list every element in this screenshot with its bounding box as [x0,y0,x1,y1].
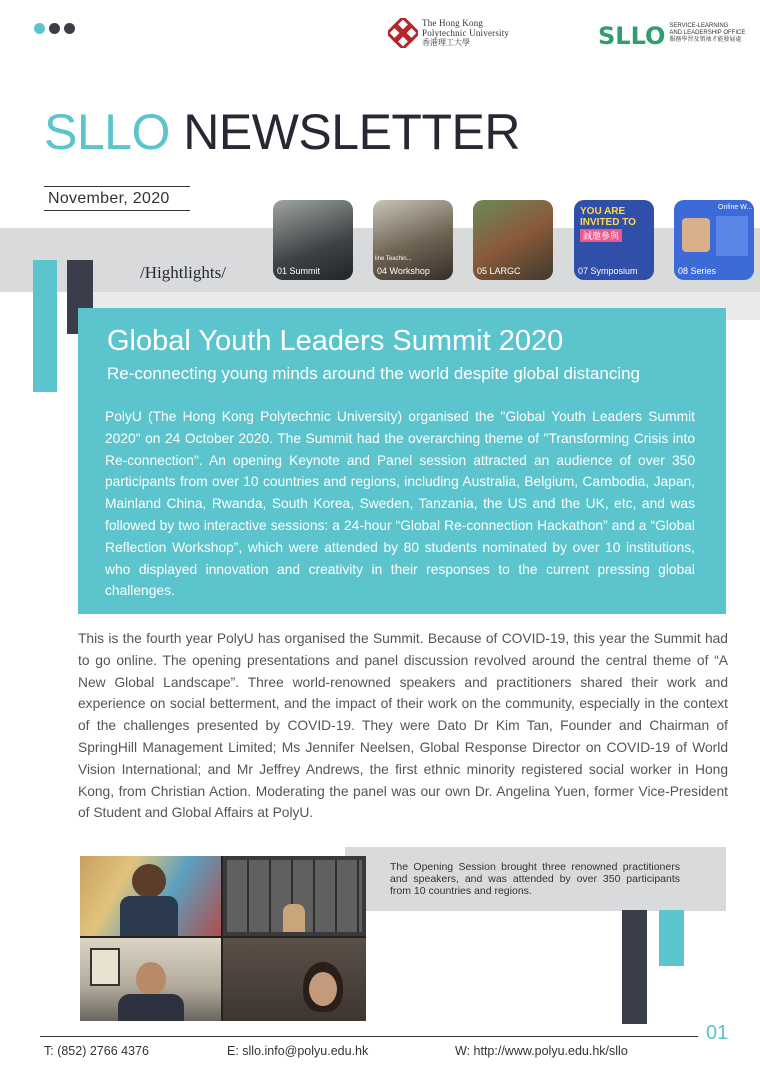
teal-accent-bar [659,910,684,966]
footer-website[interactable]: W: http://www.polyu.edu.hk/sllo [455,1044,628,1058]
sllo-logo-text: SLLO [598,22,666,50]
feature-subtitle: Re-connecting young minds around the world despite global distancing [107,364,641,383]
thumb-overlay-text: YOU ARE INVITED TO [580,206,636,228]
page-number: 01 [706,1022,729,1044]
decorative-dots [34,23,75,34]
thumb-overlay-text: line Teachin... [375,256,412,262]
speaker-head [136,962,166,996]
polyu-logo [388,18,509,48]
photo-caption: The Opening Session brought three renowned practitioners and speakers, and was attended by over 350 participants from 10 countries and regions. [390,861,680,897]
speaker-body [120,896,178,936]
office-name-zh: 服務學習及領袖才能發展處 [669,36,742,43]
title-sllo: SLLO [44,104,170,160]
university-name-line2: Polytechnic University [422,28,510,38]
thumb-overlay-text: Online W... [718,204,753,211]
highlights-label: /Hightlights/ [140,263,226,282]
teal-accent-bar [33,260,57,392]
footer-phone: T: (852) 2766 4376 [44,1044,149,1058]
highlight-thumb-workshop[interactable] [373,200,453,280]
university-name-zh: 香港理工大學 [422,38,470,47]
thumb-label: 05 LARGC [477,266,521,276]
dark-dot [49,23,60,34]
sllo-logo-mark [598,18,665,48]
university-name-line1: The Hong Kong [422,18,484,28]
highlight-thumb-symposium[interactable] [574,200,654,280]
teal-dot [34,23,45,34]
thumb-label: 04 Workshop [377,266,430,276]
title-newsletter: NEWSLETTER [183,104,520,160]
footer-divider [40,1036,698,1037]
thumb-overlay-zh: 誠邀參與 [580,229,622,242]
highlight-thumb-summit[interactable] [273,200,353,280]
wall-frame [90,948,120,986]
thumb-label: 01 Summit [277,266,321,276]
polyu-emblem-icon [388,18,418,48]
video-tile [223,856,366,936]
footer-email[interactable]: E: sllo.info@polyu.edu.hk [227,1044,369,1058]
dark-dot [64,23,75,34]
feature-title: Global Youth Leaders Summit 2020 [107,325,564,357]
speaker-head [132,864,166,898]
dark-accent-bar [622,910,647,1024]
speaker-head [309,972,337,1006]
highlight-thumb-series[interactable] [674,200,754,280]
thumb-screen [716,216,748,256]
zoom-session-photo [80,856,366,1021]
office-name-line1: SERVICE-LEARNING [669,22,729,29]
video-tile [223,938,366,1021]
speaker-body [118,994,184,1021]
feature-body: PolyU (The Hong Kong Polytechnic University) organised the "Global Youth Leaders Summit 2020" on 24 October 2020. The Summit had the overarching theme of "Transforming Crisis into Re-connection". An opening Keynote and Panel session attracted an audience of over 350 participants from over 10 countries and regions, including Australia, Belgium, Cambodia, Japan, Mainland China, Rwanda, South Korea, Sweden, Tanzania, the US and the UK, etc, and was followed by two interactive sessions: a 24-hour “Global Re-connection Hackathon” and a “Global Reflection Workshop”, which were attended by 80 students nominated by over 10 institutions, who displayed innovation and creativity in their responses to the current pressing global challenges. [105,409,695,599]
video-tile [80,856,221,936]
issue-date: November, 2020 [48,190,170,207]
gallery-speaker [283,904,305,932]
thumb-person [682,218,710,252]
video-tile [80,938,221,1021]
newsletter-title [44,104,520,160]
highlight-thumb-largc[interactable] [473,200,553,280]
sllo-logo [598,18,745,48]
thumb-label: 08 Series [678,266,717,276]
office-name-line2: AND LEADERSHIP OFFICE [669,29,746,36]
thumb-label: 07 Symposium [578,266,638,276]
article-body: This is the fourth year PolyU has organised the Summit. Because of COVID-19, this year the Summit had to go online. The opening presentations and panel discussion revolved around the central theme of “A New Global Landscape”. Three world-renowned speakers and practitioners shared their work and experience on social betterment, and the impact of their work on the community, especially in the context of the challenges presented by COVID-19. They were Dato Dr Kim Tan, Founder and Chairman of SpringHill Management Limited; Ms Jennifer Neelsen, Global Response Director on COVID-19 of World Vision International; and Mr Jeffrey Andrews, the first ethnic minority registered social worker in Hong Kong, from Christian Action. Moderating the panel was our own Dr. Angelina Yuen, former Vice-President of Student and Global Affairs at PolyU. [78,631,728,821]
